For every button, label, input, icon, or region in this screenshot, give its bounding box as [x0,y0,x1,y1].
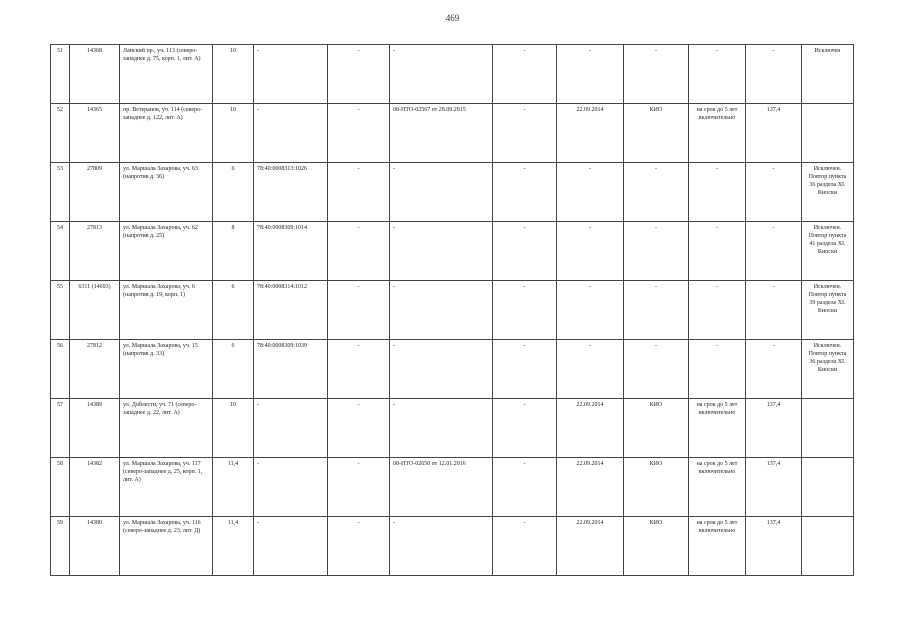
cell-number: 54 [51,222,70,281]
cell-date: - [557,281,624,340]
cell-organization: КИО [624,517,689,576]
cell-cadastral-number: - [254,104,328,163]
cell-column-6: - [328,222,390,281]
cell-area: 11,4 [213,517,254,576]
cell-area: 10 [213,104,254,163]
cell-number: 53 [51,163,70,222]
cell-column-8: - [493,399,557,458]
cell-note [802,399,854,458]
table-row [51,399,854,458]
cell-permit: - [390,222,493,281]
cell-number: 51 [51,45,70,104]
table-row [51,222,854,281]
cell-value: 137,4 [746,458,802,517]
cell-cadastral-number: 78:40:0008313:1026 [254,163,328,222]
cell-id: 27813 [70,222,120,281]
cell-column-8: - [493,281,557,340]
cell-column-8: - [493,222,557,281]
cell-number: 59 [51,517,70,576]
cell-value: - [746,163,802,222]
cell-cadastral-number: - [254,45,328,104]
table-row [51,517,854,576]
cell-column-8: - [493,458,557,517]
cell-id: 14382 [70,458,120,517]
cell-cadastral-number: 78:40:0008309:1014 [254,222,328,281]
cell-permit: - [390,45,493,104]
cell-area: 8 [213,222,254,281]
cell-column-6: - [328,104,390,163]
cell-term: - [689,281,746,340]
cell-column-6: - [328,163,390,222]
cell-number: 57 [51,399,70,458]
cell-id: 14368 [70,45,120,104]
cell-address: ул. Доблести, уч. 71 (северо-западнее д. 22, лит. А) [120,399,213,458]
cell-term: - [689,222,746,281]
cell-number: 58 [51,458,70,517]
cell-cadastral-number: 78:40:0008314:1012 [254,281,328,340]
cell-column-8: - [493,45,557,104]
cell-organization: КИО [624,458,689,517]
cell-note: Исключен. Повтор пункта 41 раздела XI. Киоски [802,222,854,281]
table-row [51,45,854,104]
cell-id: 14365 [70,104,120,163]
cell-permit: 08-НТО-02650 от 12.01.2016 [390,458,493,517]
cell-date: 22.09.2014 [557,517,624,576]
cell-address: ул. Маршала Захарова, уч. 15 (напротив д. 33) [120,340,213,399]
cell-number: 55 [51,281,70,340]
cell-id: 27812 [70,340,120,399]
cell-date: - [557,45,624,104]
cell-note: Исключен. Повтор пункта 36 раздела XI. Киоски [802,163,854,222]
cell-area: 11,4 [213,458,254,517]
cell-area: 6 [213,281,254,340]
table-row [51,104,854,163]
cell-area: 6 [213,340,254,399]
cell-note: Исключен. Повтор пункта 39 раздела XI. Киоски [802,281,854,340]
table-body [51,45,854,576]
cell-date: 22.09.2014 [557,399,624,458]
cell-note [802,458,854,517]
cell-date: 22.09.2014 [557,458,624,517]
cell-date: - [557,163,624,222]
cell-column-6: - [328,399,390,458]
cell-column-8: - [493,517,557,576]
cell-value: - [746,281,802,340]
cell-cadastral-number: - [254,517,328,576]
cell-term: - [689,45,746,104]
cell-permit: - [390,340,493,399]
cell-date: - [557,222,624,281]
table-row [51,163,854,222]
cell-organization: - [624,45,689,104]
cell-cadastral-number: 78:40:0008309:1039 [254,340,328,399]
cell-cadastral-number: - [254,458,328,517]
cell-number: 52 [51,104,70,163]
cell-term: - [689,340,746,399]
cell-area: 10 [213,399,254,458]
cell-column-8: - [493,163,557,222]
cell-value: 137,4 [746,104,802,163]
cell-date: - [557,340,624,399]
cell-address: ул. Маршала Захарова, уч. 6 (напротив д. 19, корп. 1) [120,281,213,340]
cell-value: 137,4 [746,399,802,458]
page-number: 469 [445,13,460,23]
cell-value: - [746,340,802,399]
cell-organization: - [624,222,689,281]
table-row [51,458,854,517]
cell-term: - [689,163,746,222]
table-row [51,281,854,340]
cell-column-6: - [328,281,390,340]
cell-note: Исключен. Повтор пункта 36 раздела XI. Киоски [802,340,854,399]
cell-address: Ланский пр., уч. 113 (северо-западнее д. 75, корп. 1, лит. А) [120,45,213,104]
cell-area: 6 [213,163,254,222]
cell-value: - [746,45,802,104]
cell-permit: - [390,399,493,458]
registry-table [50,44,854,576]
cell-organization: КИО [624,399,689,458]
cell-note [802,104,854,163]
cell-term: на срок до 5 лет включительно [689,517,746,576]
cell-id: 6311 (14693) [70,281,120,340]
cell-permit: 08-НТО-02567 от 28.09.2015 [390,104,493,163]
cell-value: - [746,222,802,281]
cell-address: ул. Маршала Захарова, уч. 62 (напротив д. 25) [120,222,213,281]
cell-permit: - [390,281,493,340]
table-row [51,340,854,399]
cell-column-6: - [328,45,390,104]
cell-note [802,517,854,576]
cell-address: ул. Маршала Захарова, уч. 63 (напротив д. 36) [120,163,213,222]
cell-term: на срок до 5 лет включительно [689,104,746,163]
cell-address: пр. Ветеранов, уч. 114 (северо-западнее д. 122, лит. А) [120,104,213,163]
cell-address: ул. Маршала Захарова, уч. 117 (северо-западнее д. 25, корп. 1, лит. А) [120,458,213,517]
cell-id: 14389 [70,399,120,458]
cell-address: ул. Маршала Захарова, уч. 116 (северо-западнее д. 23, лит. Д) [120,517,213,576]
cell-date: 22.09.2014 [557,104,624,163]
cell-organization: - [624,163,689,222]
cell-column-6: - [328,517,390,576]
cell-term: на срок до 5 лет включительно [689,399,746,458]
cell-column-8: - [493,340,557,399]
cell-id: 14380 [70,517,120,576]
cell-cadastral-number: - [254,399,328,458]
cell-note: Исключен [802,45,854,104]
cell-value: 137,4 [746,517,802,576]
cell-number: 56 [51,340,70,399]
cell-organization: - [624,340,689,399]
cell-area: 10 [213,45,254,104]
cell-permit: - [390,517,493,576]
cell-id: 27809 [70,163,120,222]
cell-column-6: - [328,340,390,399]
cell-permit: - [390,163,493,222]
cell-organization: КИО [624,104,689,163]
cell-column-6: - [328,458,390,517]
cell-term: на срок до 5 лет включительно [689,458,746,517]
cell-column-8: - [493,104,557,163]
cell-organization: - [624,281,689,340]
